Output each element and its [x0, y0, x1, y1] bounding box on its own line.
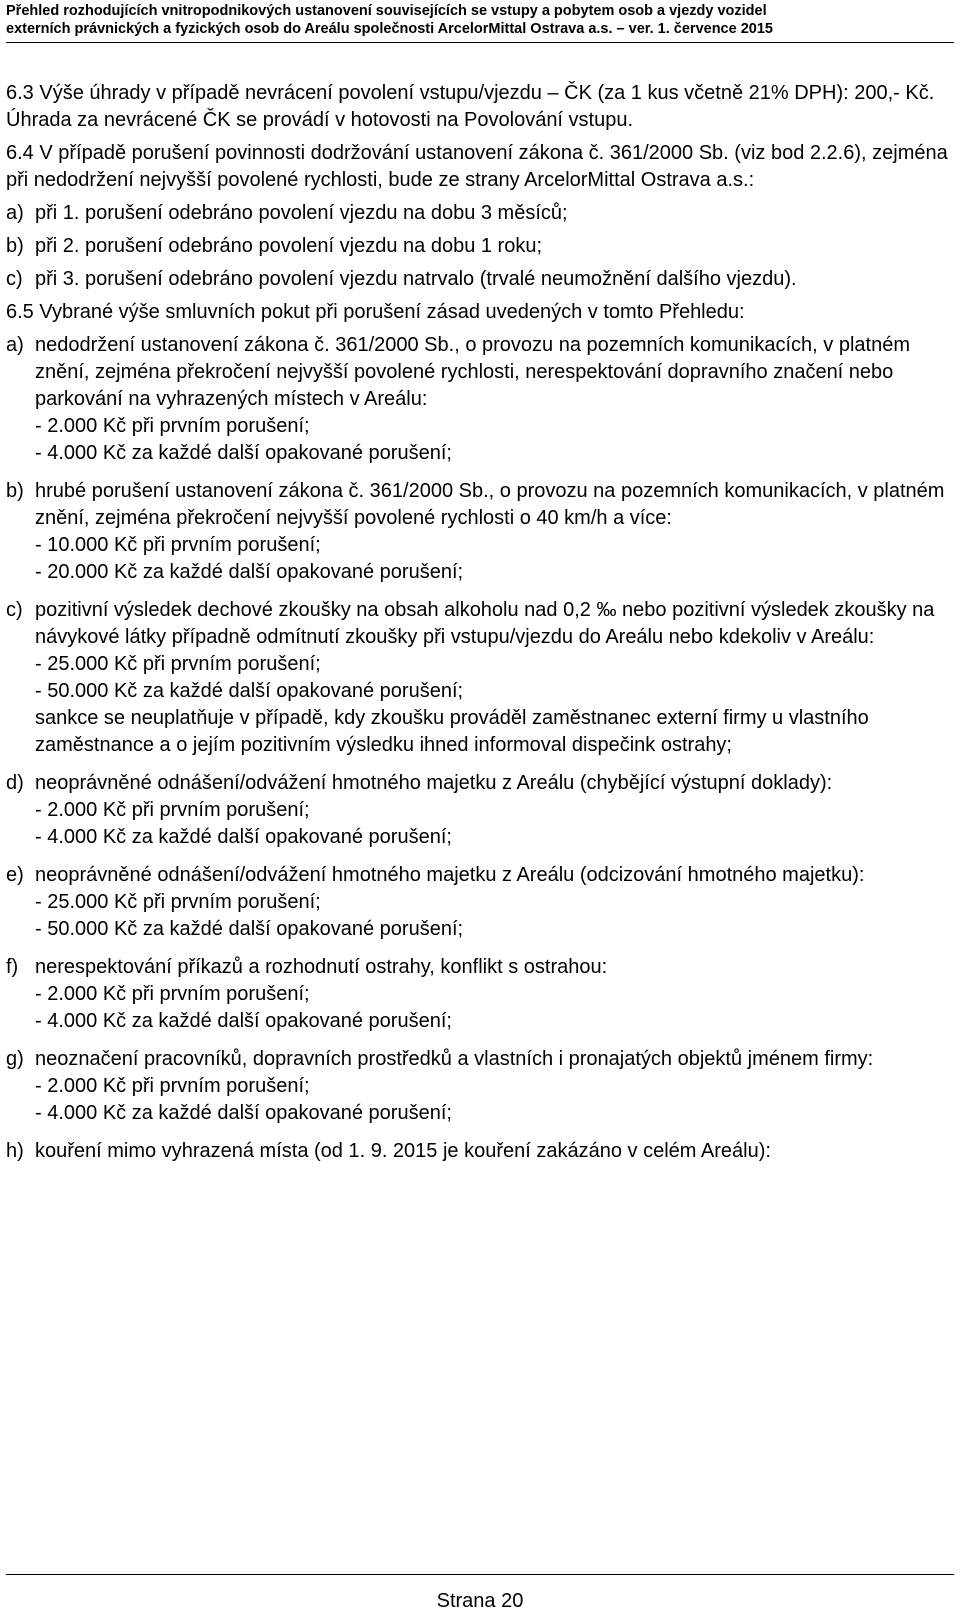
page-number: Strana 20: [436, 1590, 524, 1612]
fine-repeat: - 50.000 Kč za každé další opakované porušení;: [35, 680, 464, 702]
fine-first: - 10.000 Kč při prvním porušení;: [35, 534, 321, 556]
section-6-3: 6.3 Výše úhrady v případě nevrácení povolení vstupu/vjezdu – ČK (za 1 kus včetně 21% DPH): 200,- Kč. Úhrada za nevrácené ČK se provádí v hotovosti na Povolování vstupu.: [6, 82, 935, 131]
item-text: hrubé porušení ustanovení zákona č. 361/2000 Sb., o provozu na pozemních komunikacích, v platném znění, zejména překročení nejvyšší povolené rychlosti o 40 km/h a více:: [35, 480, 945, 529]
item-text: neoznačení pracovníků, dopravních prostředků a vlastních i pronajatých objektů jménem firmy:: [35, 1048, 874, 1070]
item-text: nedodržení ustanovení zákona č. 361/2000 Sb., o provozu na pozemních komunikacích, v platném znění, zejména překročení nejvyšší povolené rychlosti, nerespektování dopravního značení nebo parkování na vyhrazených místech v Areálu:: [35, 334, 910, 410]
fine-repeat: - 4.000 Kč za každé další opakované porušení;: [35, 1102, 452, 1124]
item-label: f): [6, 956, 19, 978]
penalty-item-c: [6, 597, 954, 759]
fine-first: - 2.000 Kč při prvním porušení;: [35, 415, 310, 437]
item-label: c): [6, 599, 23, 621]
header-line-1: Přehled rozhodujících vnitropodnikových ustanovení souvisejících se vstupy a pobytem osob a vjezdy vozidel: [6, 3, 767, 19]
document-body: [6, 80, 954, 1165]
penalty-item-g: [6, 1046, 954, 1127]
item-label: d): [6, 772, 24, 794]
section-6-4-intro: 6.4 V případě porušení povinnosti dodržování ustanovení zákona č. 361/2000 Sb. (viz bod 2.2.6), zejména při nedodržení nejvyšší povolené rychlosti, bude ze strany ArcelorMittal Ostrava a.s.:: [6, 142, 948, 191]
item-text: pozitivní výsledek dechové zkoušky na obsah alkoholu nad 0,2 ‰ nebo pozitivní výsledek zkoušky na návykové látky případně odmítnutí zkoušky při vstupu/vjezdu do Areálu nebo kdekoliv v Areálu:: [35, 599, 935, 648]
item-label: g): [6, 1048, 24, 1070]
fine-first: - 2.000 Kč při prvním porušení;: [35, 799, 310, 821]
item-label: b): [6, 235, 24, 257]
item-text: nerespektování příkazů a rozhodnutí ostrahy, konflikt s ostrahou:: [35, 956, 608, 978]
penalty-item-f: [6, 954, 954, 1035]
page-header: [6, 2, 954, 38]
item-label: b): [6, 480, 24, 502]
fine-repeat: - 4.000 Kč za každé další opakované porušení;: [35, 442, 452, 464]
item-text: kouření mimo vyhrazená místa (od 1. 9. 2015 je kouření zakázáno v celém Areálu):: [35, 1140, 771, 1162]
item-text: při 2. porušení odebráno povolení vjezdu na dobu 1 roku;: [35, 235, 543, 257]
fine-first: - 25.000 Kč při prvním porušení;: [35, 653, 321, 675]
list-item: [6, 200, 954, 227]
list-item: [6, 233, 954, 260]
header-divider: [6, 42, 954, 43]
item-text: neoprávněné odnášení/odvážení hmotného majetku z Areálu (chybějící výstupní doklady):: [35, 772, 833, 794]
section-6-5-intro: 6.5 Vybrané výše smluvních pokut při porušení zásad uvedených v tomto Přehledu:: [6, 301, 745, 323]
fine-first: - 25.000 Kč při prvním porušení;: [35, 891, 321, 913]
fine-first: - 2.000 Kč při prvním porušení;: [35, 1075, 310, 1097]
item-text: neoprávněné odnášení/odvážení hmotného majetku z Areálu (odcizování hmotného majetku):: [35, 864, 865, 886]
penalty-item-b: [6, 478, 954, 586]
sanction-note: sankce se neuplatňuje v případě, kdy zkoušku prováděl zaměstnanec externí firmy u vlastního zaměstnance a o jejím pozitivním výsledku ihned informoval dispečink ostrahy;: [35, 707, 869, 756]
fine-repeat: - 50.000 Kč za každé další opakované porušení;: [35, 918, 464, 940]
penalty-item-a: [6, 332, 954, 467]
item-label: h): [6, 1140, 24, 1162]
fine-repeat: - 4.000 Kč za každé další opakované porušení;: [35, 1010, 452, 1032]
fine-repeat: - 20.000 Kč za každé další opakované porušení;: [35, 561, 464, 583]
fine-first: - 2.000 Kč při prvním porušení;: [35, 983, 310, 1005]
item-text: při 3. porušení odebráno povolení vjezdu natrvalo (trvalé neumožnění dalšího vjezdu).: [35, 268, 797, 290]
penalty-item-e: [6, 862, 954, 943]
penalty-item-d: [6, 770, 954, 851]
item-label: a): [6, 334, 24, 356]
penalty-item-h: [6, 1138, 954, 1165]
item-label: c): [6, 268, 23, 290]
footer-divider: [6, 1574, 954, 1575]
item-text: při 1. porušení odebráno povolení vjezdu na dobu 3 měsíců;: [35, 202, 568, 224]
item-label: e): [6, 864, 24, 886]
list-item: [6, 266, 954, 293]
fine-repeat: - 4.000 Kč za každé další opakované porušení;: [35, 826, 452, 848]
item-label: a): [6, 202, 24, 224]
header-line-2: externích právnických a fyzických osob do Areálu společnosti ArcelorMittal Ostrava a.s. – ver. 1. července 2015: [6, 21, 773, 37]
